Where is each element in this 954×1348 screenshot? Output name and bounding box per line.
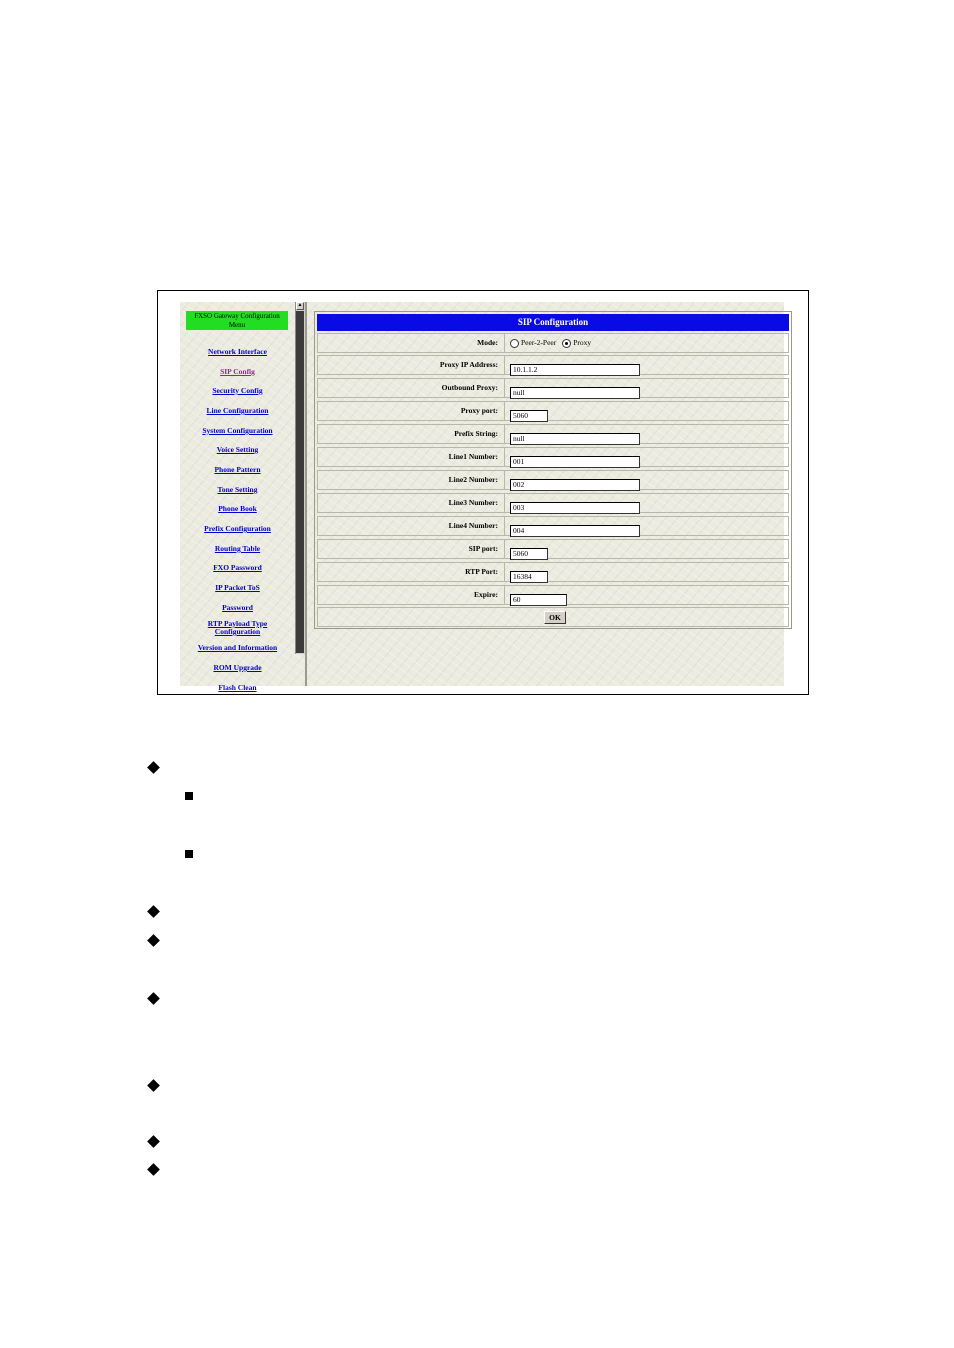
expire-input[interactable] <box>510 594 567 606</box>
field-label: Line1 Number: <box>318 448 505 466</box>
line2-number-input[interactable] <box>510 479 640 491</box>
form-row <box>317 493 789 513</box>
form-row <box>317 516 789 536</box>
frame-divider[interactable] <box>305 302 307 686</box>
diamond-bullet-icon <box>147 934 160 947</box>
browser-screen <box>180 302 784 692</box>
field-label: Line3 Number: <box>318 494 505 512</box>
screenshot-frame <box>157 290 809 695</box>
rtp-port-input[interactable] <box>510 571 548 583</box>
field-label: Outbound Proxy: <box>318 379 505 397</box>
form-row <box>317 401 789 421</box>
scroll-thumb[interactable] <box>296 311 304 653</box>
scroll-up-arrow-icon[interactable]: ▲ <box>297 303 303 308</box>
form-title: SIP Configuration <box>317 314 789 331</box>
mode-label: Mode: <box>318 334 505 352</box>
field-label: RTP Port: <box>318 563 505 581</box>
line1-number-input[interactable] <box>510 456 640 468</box>
form-row <box>317 424 789 444</box>
sip-config-form <box>314 311 792 629</box>
square-bullet-icon <box>185 792 193 800</box>
square-bullet-icon <box>185 850 193 858</box>
mode-option-proxy[interactable]: Proxy <box>562 337 591 349</box>
line3-number-input[interactable] <box>510 502 640 514</box>
mode-radio-group <box>510 337 591 349</box>
prefix-string-input[interactable] <box>510 433 640 445</box>
form-row <box>317 539 789 559</box>
radio-peer-2-peer[interactable] <box>510 339 519 348</box>
form-row <box>317 562 789 582</box>
field-label: Expire: <box>318 586 505 604</box>
proxy-port-input[interactable] <box>510 410 548 422</box>
sidebar-item-rom-upgrade[interactable]: ROM Upgrade <box>213 663 262 672</box>
form-row <box>317 447 789 467</box>
sidebar-item-prefix-configuration[interactable]: Prefix Configuration <box>204 524 271 533</box>
field-label: Line2 Number: <box>318 471 505 489</box>
form-row <box>317 355 789 375</box>
sidebar-scrollbar[interactable] <box>295 302 305 654</box>
diamond-bullet-icon <box>147 1163 160 1176</box>
sidebar-item-system-configuration[interactable]: System Configuration <box>202 426 273 435</box>
field-label: Proxy port: <box>318 402 505 420</box>
form-row <box>317 470 789 490</box>
diamond-bullet-icon <box>147 1079 160 1092</box>
field-label: Proxy IP Address: <box>318 356 505 374</box>
sidebar-item-network-interface[interactable]: Network Interface <box>208 347 267 356</box>
field-label: SIP port: <box>318 540 505 558</box>
sidebar-item-rtp-payload-type[interactable]: RTP Payload Type Configuration <box>207 619 268 636</box>
submit-row <box>317 607 789 627</box>
sidebar-item-ip-packet-tos[interactable]: IP Packet ToS <box>215 583 260 592</box>
diamond-bullet-icon <box>147 761 160 774</box>
sidebar-item-voice-setting[interactable]: Voice Setting <box>216 445 259 454</box>
field-label: Line4 Number: <box>318 517 505 535</box>
diamond-bullet-icon <box>147 1135 160 1148</box>
sidebar-item-version-information[interactable]: Version and Information <box>197 643 278 652</box>
mode-row <box>317 333 789 353</box>
sidebar <box>180 302 295 692</box>
sidebar-item-fxo-password[interactable]: FXO Password <box>213 563 262 572</box>
sidebar-item-tone-setting[interactable]: Tone Setting <box>217 485 258 494</box>
diamond-bullet-icon <box>147 905 160 918</box>
mode-option-peer[interactable]: Peer-2-Peer <box>510 337 556 349</box>
diamond-bullet-icon <box>147 992 160 1005</box>
line4-number-input[interactable] <box>510 525 640 537</box>
sidebar-item-password[interactable]: Password <box>222 603 253 612</box>
sidebar-item-phone-pattern[interactable]: Phone Pattern <box>214 465 261 474</box>
sidebar-item-flash-clean[interactable]: Flash Clean <box>218 683 257 692</box>
outbound-proxy-input[interactable] <box>510 387 640 399</box>
field-label: Prefix String: <box>318 425 505 443</box>
sidebar-item-routing-table[interactable]: Routing Table <box>214 544 261 553</box>
sidebar-item-phone-book[interactable]: Phone Book <box>218 504 257 513</box>
radio-proxy[interactable] <box>562 339 571 348</box>
sidebar-item-security-config[interactable]: Security Config <box>212 386 263 395</box>
form-row <box>317 585 789 605</box>
ok-button[interactable]: OK <box>544 611 566 624</box>
proxy-ip-address-input[interactable] <box>510 364 640 376</box>
form-row <box>317 378 789 398</box>
sip-port-input[interactable] <box>510 548 548 560</box>
sidebar-title: FXSO Gateway Configuration Menu <box>186 311 288 330</box>
sidebar-item-sip-config[interactable]: SIP Config <box>220 367 255 376</box>
sidebar-item-line-configuration[interactable]: Line Configuration <box>206 406 269 415</box>
